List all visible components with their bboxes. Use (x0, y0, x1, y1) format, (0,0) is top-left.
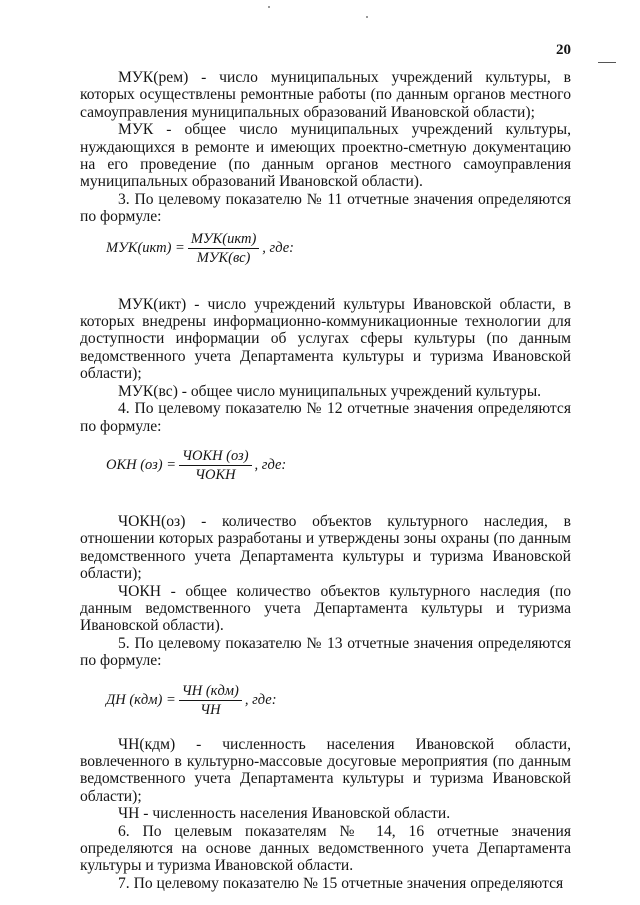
formula-muk-ikt (106, 232, 571, 266)
document-body (80, 69, 571, 892)
paragraph-chn: ЧН - численность населения Ивановской области. (118, 805, 451, 823)
fraction-denominator: МУК(вс) (196, 249, 251, 266)
paragraph-indicator-12: 4. По целевому показателю № 12 отчетные значения определяются по формуле: (80, 400, 571, 435)
paragraph-muk: МУК - общее число муниципальных учреждений культуры, нуждающихся в ремонте и имеющих проектно-сметную документацию на его проведение (по данным органов местного самоуправления муниципальных образований Ивановской области). (80, 121, 571, 191)
formula-okn (106, 449, 571, 483)
fraction-numerator: ЧОКН (оз) (179, 449, 252, 466)
formula-dn (106, 684, 571, 718)
formula-lhs: ОКН (оз) = (106, 457, 176, 474)
fraction-denominator: ЧОКН (194, 466, 236, 483)
scan-speck (366, 16, 368, 18)
scan-speck (268, 6, 270, 8)
paragraph-chokn: ЧОКН - общее количество объектов культурного наследия (по данным ведомственного учета Департамента культуры и туризма Ивановской области). (80, 582, 571, 635)
page-number: 20 (556, 42, 571, 58)
paragraph-muk-rem: МУК(рем) - число муниципальных учреждений культуры, в которых осуществлены ремонтные работы (по данным органов местного самоуправления муниципальных образований Ивановской области); (80, 69, 571, 121)
formula-tail: , где: (254, 457, 287, 474)
formula-lhs: МУК(икт) = (106, 239, 185, 256)
paragraph-indicator-15: 7. По целевому показателю № 15 отчетные значения определяются (118, 874, 564, 892)
edge-mark (598, 62, 616, 63)
fraction-numerator: ЧН (кдм) (179, 684, 242, 701)
fraction-denominator: ЧН (200, 701, 221, 718)
paragraph-indicator-13: 5. По целевому показателю № 13 отчетные значения определяются по формуле: (80, 634, 571, 670)
paragraph-muk-ikt: МУК(икт) - число учреждений культуры Ивановской области, в которых внедрены информационно-коммуникационные технологии для доступности информации об услугах сферы культуры (по данным ведомственного учета Департамента культуры и туризма Ивановской области); (80, 295, 571, 383)
formula-tail: , где: (262, 239, 294, 256)
fraction-numerator: МУК(икт) (188, 232, 259, 249)
fraction (179, 684, 242, 718)
formula-lhs: ДН (кдм) = (106, 691, 176, 708)
paragraph-chn-kdm: ЧН(кдм) - численность населения Ивановской области, вовлеченного в культурно-массовые досуговые мероприятия (по данным ведомственного учета Департамента культуры и туризма Ивановской области); (80, 735, 571, 805)
paragraph-indicator-11: 3. По целевому показателю № 11 отчетные значения определяются по формуле: (80, 190, 571, 226)
fraction (188, 232, 259, 266)
paragraph-indicators-14-16: 6. По целевым показателям № 14, 16 отчетные значения определяются на основе данных ведомственного учета Департамента культуры и туризма Ивановской области. (80, 822, 571, 875)
fraction (179, 449, 252, 483)
formula-tail: , где: (244, 691, 277, 708)
paragraph-muk-vs: МУК(вс) - общее число муниципальных учреждений культуры. (118, 382, 542, 400)
paragraph-chokn-oz: ЧОКН(оз) - количество объектов культурного наследия, в отношении которых разработаны и утверждены зоны охраны (по данным ведомственного учета Департамента культуры и туризма Ивановской области); (80, 512, 571, 583)
